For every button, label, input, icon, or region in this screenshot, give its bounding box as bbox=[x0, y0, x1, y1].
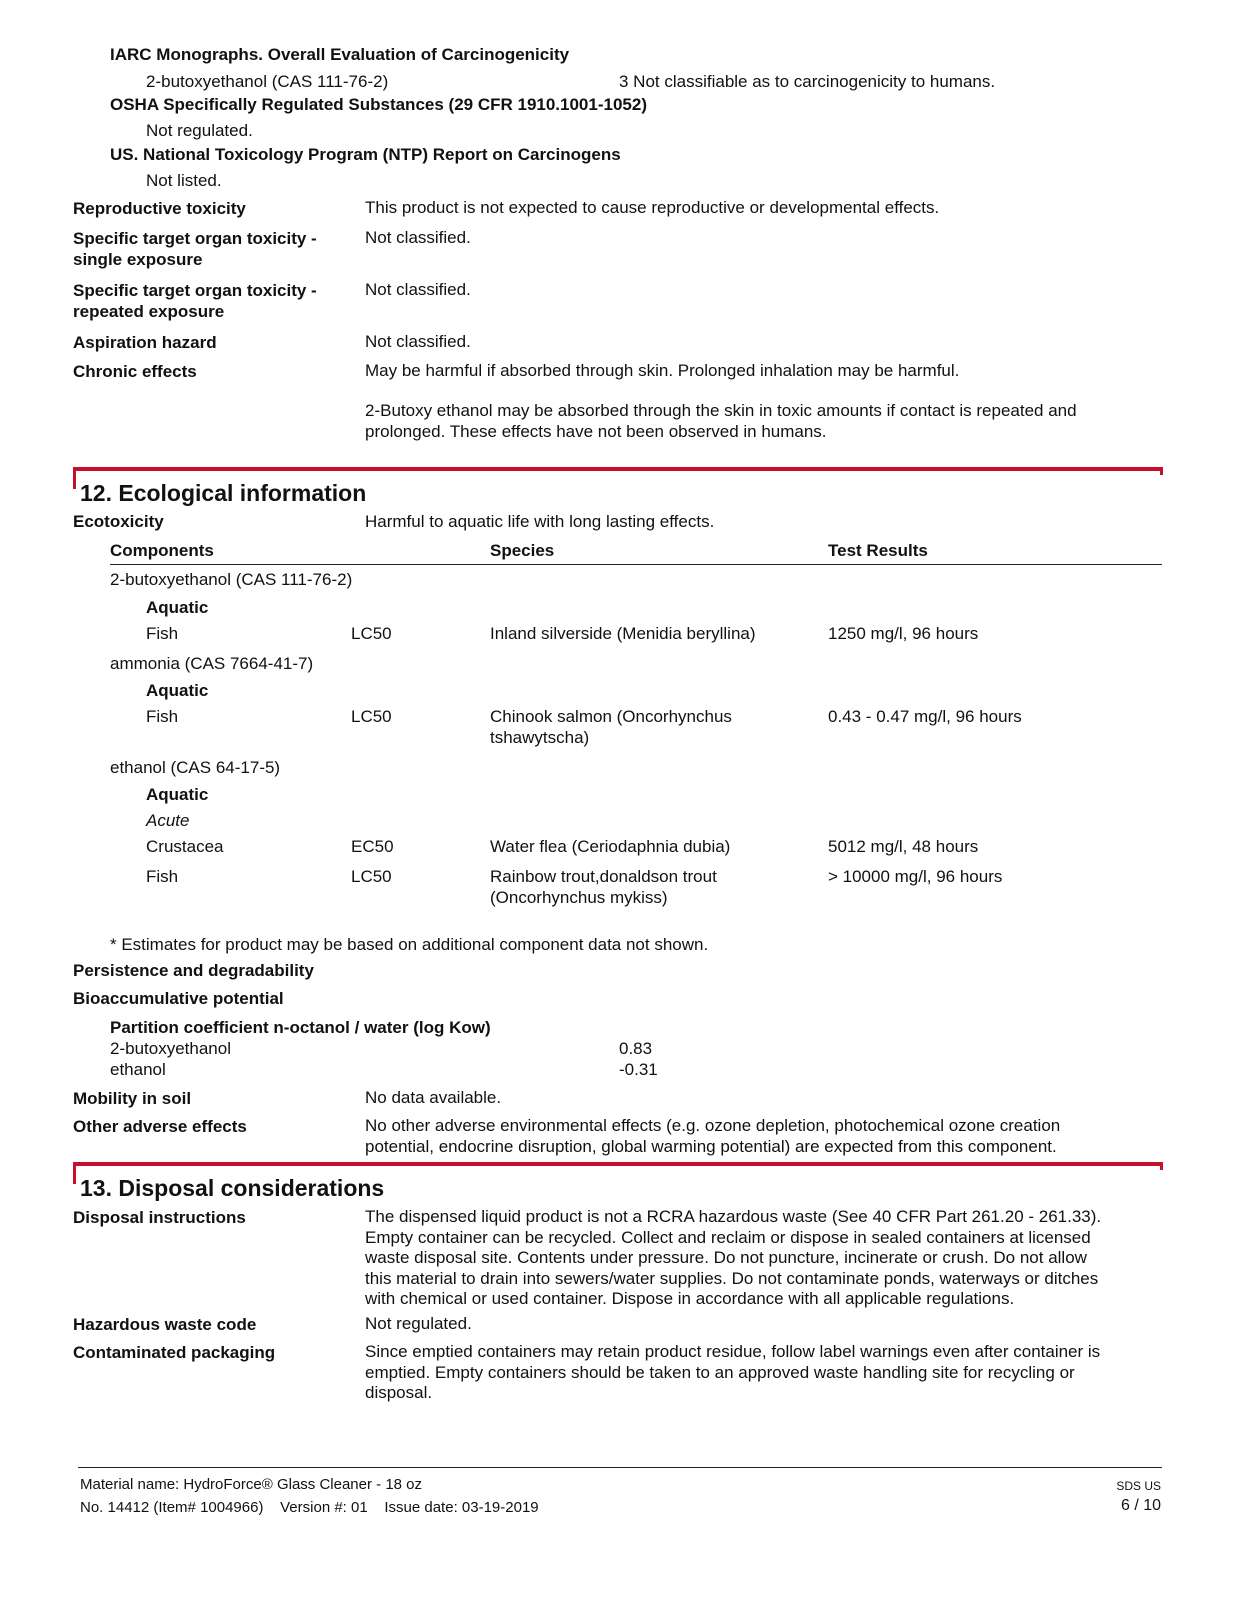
table-cell-organism: Fish bbox=[146, 867, 179, 886]
iarc-component: 2-butoxyethanol (CAS 111-76-2) bbox=[146, 72, 389, 91]
section-13-title: 13. Disposal considerations bbox=[80, 1175, 385, 1201]
table-cell-endpoint: LC50 bbox=[351, 707, 392, 726]
ecotoxicity-label: Ecotoxicity bbox=[73, 512, 164, 531]
table-cell-species: Water flea (Ceriodaphnia dubia) bbox=[490, 837, 731, 856]
chronic-effects-value-2a: 2-Butoxy ethanol may be absorbed through the skin in toxic amounts if contact is repeated and bbox=[365, 401, 1077, 420]
table-cell-result: 1250 mg/l, 96 hours bbox=[828, 624, 979, 643]
footer-material-name: Material name: HydroForce® Glass Cleaner - 18 oz bbox=[80, 1476, 423, 1493]
table-cell-organism: Fish bbox=[146, 707, 179, 726]
aspiration-hazard-value: Not classified. bbox=[365, 332, 471, 351]
footer-rule bbox=[78, 1467, 1162, 1468]
footer-sds-tag: SDS US bbox=[1116, 1479, 1161, 1493]
other-effects-label: Other adverse effects bbox=[73, 1117, 247, 1136]
partition-value-2: -0.31 bbox=[619, 1060, 658, 1079]
persistence-label: Persistence and degradability bbox=[73, 961, 314, 980]
disposal-instructions-line: with chemical or used container. Dispose in accordance with all applicable regulations. bbox=[365, 1289, 1015, 1308]
table-cell-endpoint: LC50 bbox=[351, 624, 392, 643]
partition-name-1: 2-butoxyethanol bbox=[110, 1039, 231, 1058]
stot-repeated-value: Not classified. bbox=[365, 280, 471, 299]
table-cell-organism: Crustacea bbox=[146, 837, 224, 856]
table-cell-species: Inland silverside (Menidia beryllina) bbox=[490, 624, 756, 643]
disposal-instructions-line: this material to drain into sewers/water supplies. Do not contaminate ponds, waterways or ditches bbox=[365, 1269, 1099, 1288]
stot-repeated-label-line2: repeated exposure bbox=[73, 302, 225, 321]
reproductive-toxicity-label: Reproductive toxicity bbox=[73, 199, 246, 218]
other-effects-value-1: No other adverse environmental effects (e.g. ozone depletion, photochemical ozone creation bbox=[365, 1116, 1061, 1135]
table-cell-result: 5012 mg/l, 48 hours bbox=[828, 837, 979, 856]
packaging-line: Since emptied containers may retain product residue, follow label warnings even after container is bbox=[365, 1342, 1101, 1361]
osha-value: Not regulated. bbox=[146, 121, 253, 140]
stot-repeated-label-line1: Specific target organ toxicity - bbox=[73, 281, 317, 300]
section-12-rule bbox=[73, 467, 1163, 471]
header-test-results: Test Results bbox=[828, 541, 928, 560]
ntp-value: Not listed. bbox=[146, 171, 222, 190]
disposal-instructions-line: Empty container can be recycled. Collect and reclaim or dispose in sealed containers at licensed bbox=[365, 1228, 1091, 1247]
component-name: 2-butoxyethanol (CAS 111-76-2) bbox=[110, 570, 353, 589]
chronic-effects-value-1: May be harmful if absorbed through skin. Prolonged inhalation may be harmful. bbox=[365, 361, 960, 380]
stot-single-value: Not classified. bbox=[365, 228, 471, 247]
waste-code-value: Not regulated. bbox=[365, 1314, 472, 1333]
table-cell-endpoint: EC50 bbox=[351, 837, 394, 856]
header-species: Species bbox=[490, 541, 555, 560]
section-13-rule bbox=[73, 1162, 1163, 1166]
iarc-result: 3 Not classifiable as to carcinogenicity to humans. bbox=[619, 72, 996, 91]
table-cell-result: > 10000 mg/l, 96 hours bbox=[828, 867, 1003, 886]
bioaccumulative-label: Bioaccumulative potential bbox=[73, 989, 284, 1008]
table-cell-species-line1: Chinook salmon (Oncorhynchus bbox=[490, 707, 732, 726]
disposal-instructions-line: waste disposal site. Contents under pressure. Do not puncture, incinerate or crush. Do not allow bbox=[365, 1248, 1087, 1267]
table-cell-endpoint: LC50 bbox=[351, 867, 392, 886]
mobility-value: No data available. bbox=[365, 1088, 502, 1107]
header-components: Components bbox=[110, 541, 214, 560]
stot-single-label-line2: single exposure bbox=[73, 250, 203, 269]
aspiration-hazard-label: Aspiration hazard bbox=[73, 333, 217, 352]
component-group: Aquatic bbox=[146, 598, 209, 617]
partition-name-2: ethanol bbox=[110, 1060, 166, 1079]
component-subgroup: Acute bbox=[146, 811, 190, 830]
footer-doc-info: No. 14412 (Item# 1004966) Version #: 01 Issue date: 03-19-2019 bbox=[80, 1499, 539, 1516]
ecotoxicity-value: Harmful to aquatic life with long lasting effects. bbox=[365, 512, 715, 531]
table-cell-organism: Fish bbox=[146, 624, 179, 643]
footer-page-number: 6 / 10 bbox=[1120, 1497, 1161, 1514]
mobility-label: Mobility in soil bbox=[73, 1089, 192, 1108]
partition-value-1: 0.83 bbox=[619, 1039, 653, 1058]
section-12-title: 12. Ecological information bbox=[80, 480, 367, 506]
ntp-heading: US. National Toxicology Program (NTP) Report on Carcinogens bbox=[110, 145, 621, 164]
disposal-instructions-line: The dispensed liquid product is not a RCRA hazardous waste (See 40 CFR Part 261.20 - 261.33). bbox=[365, 1207, 1102, 1226]
table-cell-species-line1: Rainbow trout,donaldson trout bbox=[490, 867, 717, 886]
estimates-note: * Estimates for product may be based on additional component data not shown. bbox=[110, 935, 709, 954]
table-cell-species-line2: tshawytscha) bbox=[490, 728, 590, 747]
component-group: Aquatic bbox=[146, 681, 209, 700]
osha-heading: OSHA Specifically Regulated Substances (29 CFR 1910.1001-1052) bbox=[110, 95, 647, 114]
table-cell-result: 0.43 - 0.47 mg/l, 96 hours bbox=[828, 707, 1022, 726]
chronic-effects-label: Chronic effects bbox=[73, 362, 197, 381]
component-name: ammonia (CAS 7664-41-7) bbox=[110, 654, 314, 673]
packaging-line: emptied. Empty containers should be taken to an approved waste handling site for recycling or bbox=[365, 1363, 1075, 1382]
component-name: ethanol (CAS 64-17-5) bbox=[110, 758, 281, 777]
partition-heading: Partition coefficient n-octanol / water (log Kow) bbox=[110, 1018, 491, 1037]
stot-single-label-line1: Specific target organ toxicity - bbox=[73, 229, 317, 248]
reproductive-toxicity-value: This product is not expected to cause reproductive or developmental effects. bbox=[365, 198, 940, 217]
waste-code-label: Hazardous waste code bbox=[73, 1315, 257, 1334]
packaging-line: disposal. bbox=[365, 1383, 433, 1402]
table-cell-species-line2: (Oncorhynchus mykiss) bbox=[490, 888, 668, 907]
iarc-heading: IARC Monographs. Overall Evaluation of Carcinogenicity bbox=[110, 45, 570, 64]
chronic-effects-value-2b: prolonged. These effects have not been observed in humans. bbox=[365, 422, 827, 441]
other-effects-value-2: potential, endocrine disruption, global warming potential) are expected from this component. bbox=[365, 1137, 1057, 1156]
packaging-label: Contaminated packaging bbox=[73, 1343, 276, 1362]
disposal-instructions-label: Disposal instructions bbox=[73, 1208, 246, 1227]
table-header-rule bbox=[110, 564, 1162, 565]
component-group: Aquatic bbox=[146, 785, 209, 804]
